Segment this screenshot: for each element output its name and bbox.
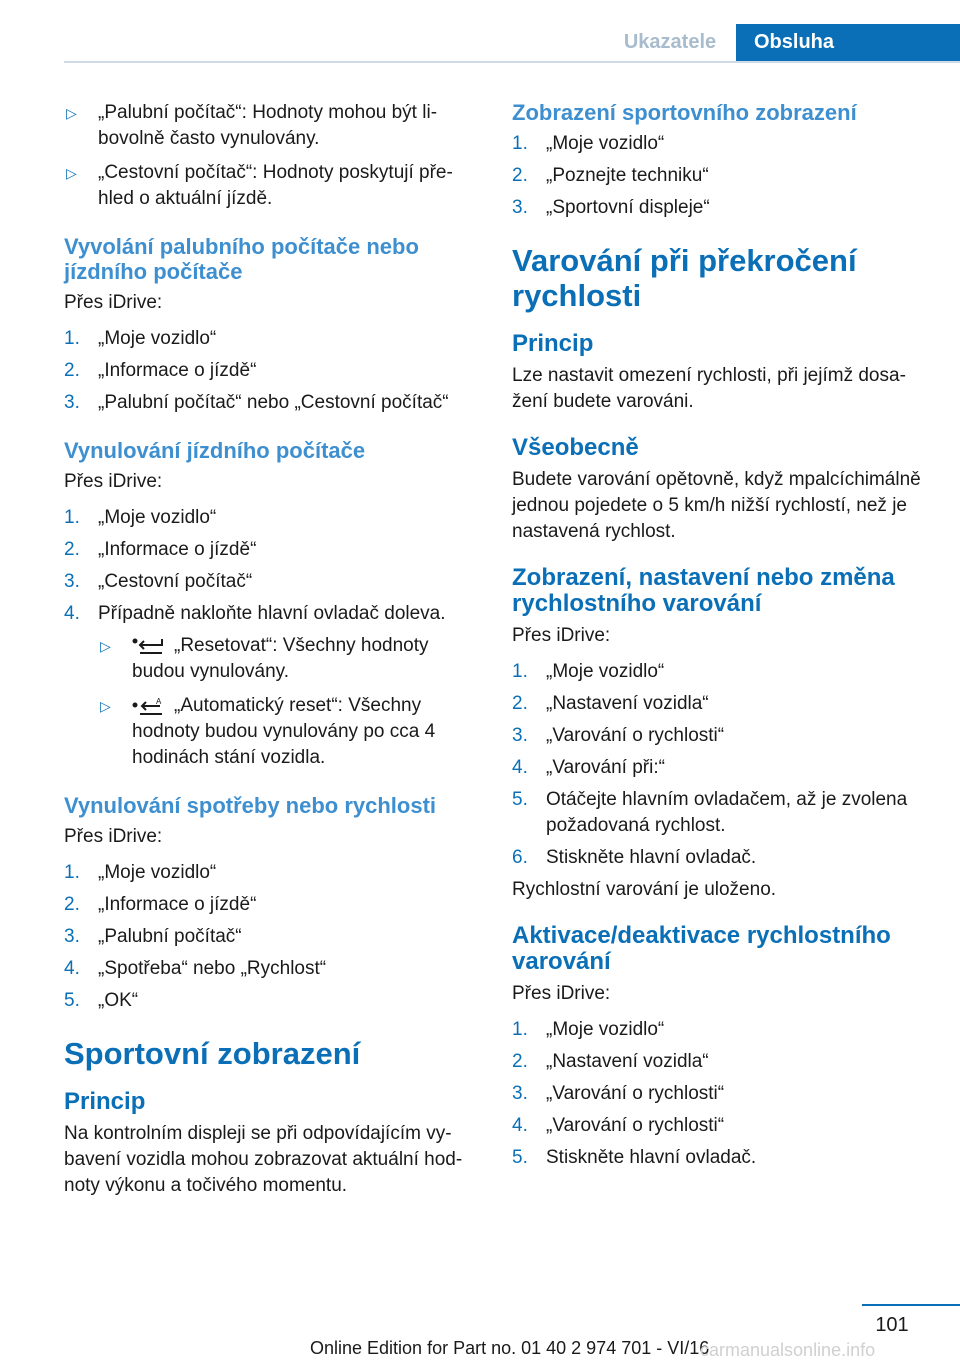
sub-bullet-item <box>64 693 476 771</box>
intro-text: Přes iDrive: <box>64 826 163 847</box>
bullet-item <box>64 100 476 152</box>
subsection-heading: Princip <box>512 330 594 357</box>
section-heading: Vynulování jízdního počítače <box>64 438 366 463</box>
step-item: 4. „Varování o rychlosti“ <box>512 1115 725 1136</box>
step-item: 2. „Informace o jízdě“ <box>64 894 257 915</box>
result-text: Rychlostní varování je uloženo. <box>512 879 777 900</box>
step-item: 1. „Moje vozidlo“ <box>64 862 217 883</box>
section-heading: Zobrazení sportovního zobrazení <box>512 100 857 125</box>
step-item: 1. „Moje vozidlo“ <box>512 133 665 154</box>
step-item: 5. Otáčejte hlavním ovladačem, až je zvolena požadovaná rychlost. <box>512 789 908 836</box>
body-text: Na kontrolním displeji se při odpovídajícím vybavení vozidla mohou zobrazovat aktuální hodnoty výkonu a točivého momentu. <box>64 1123 463 1196</box>
sub-bullet-text: „Automatický reset“: Všechny hodnoty budou vynulovány po cca 4 hodinách stání vozidla. <box>132 695 436 768</box>
triangle-bullet-icon: ▷ <box>66 165 77 181</box>
step-item: 3. „Sportovní displeje“ <box>512 197 710 218</box>
step-item: 3. „Palubní počítač“ <box>64 926 242 947</box>
step-item: 1. „Moje vozidlo“ <box>512 1019 665 1040</box>
body-text: Budete varování opětovně, když mpalcíchimálně jednou pojedete o 5 km/h nižší rychlostí, než je nastavená rychlost. <box>512 469 921 542</box>
step-item: 3. „Cestovní počítač“ <box>64 571 253 592</box>
bullet-item <box>64 160 476 212</box>
step-item: 3. „Palubní počítač“ nebo „Cestovní počítač“ <box>64 392 449 413</box>
intro-text: Přes iDrive: <box>512 983 611 1004</box>
subsection-heading: Zobrazení, nastavení nebo změna rychlostního varování <box>512 564 895 617</box>
step-item: 4. Případně nakloňte hlavní ovladač doleva. <box>64 603 446 624</box>
page-number: 101 <box>875 1314 909 1336</box>
tab-ukazatele[interactable]: Ukazatele <box>623 31 717 53</box>
chapter-title: Sportovní zobrazení <box>64 1036 361 1071</box>
subsection-heading: Aktivace/deaktivace rychlostního varování <box>512 922 891 975</box>
reset-icon <box>132 637 166 655</box>
sub-bullet-text: „Resetovat“: Všechny hodnoty budou vynulovány. <box>132 635 429 682</box>
bullet-text: „Palubní počítač“: Hodnoty mohou být libovolně často vynulovány. <box>98 102 438 149</box>
left-column <box>64 100 476 1205</box>
watermark: carmanualsonline.info <box>700 1340 876 1360</box>
header-rule <box>64 61 960 63</box>
intro-text: Přes iDrive: <box>64 292 163 313</box>
step-list <box>512 131 932 221</box>
step-item: 2. „Informace o jízdě“ <box>64 539 257 560</box>
step-item: 2. „Nastavení vozidla“ <box>512 693 709 714</box>
intro-text: Přes iDrive: <box>512 625 611 646</box>
step-item: 1. „Moje vozidlo“ <box>64 328 217 349</box>
step-list <box>64 326 476 416</box>
right-column <box>512 100 932 1177</box>
step-list <box>64 860 476 1014</box>
step-list <box>512 1017 932 1171</box>
step-item: 3. „Varování o rychlosti“ <box>512 1083 725 1104</box>
subsection-heading: Všeobecně <box>512 434 639 461</box>
step-item: 1. „Moje vozidlo“ <box>64 507 217 528</box>
edition-text: Online Edition for Part no. 01 40 2 974 701 - VI/16 <box>310 1338 710 1358</box>
bullet-text: „Cestovní počítač“: Hodnoty poskytují přehled o aktuální jízdě. <box>98 162 453 209</box>
step-item: 5. „OK“ <box>64 990 139 1011</box>
step-item: 4. „Varování při:“ <box>512 757 665 778</box>
step-item: 5. Stiskněte hlavní ovladač. <box>512 1147 757 1168</box>
section-heading: Vyvolání palubního počítače nebo jízdního počítače <box>64 234 419 284</box>
step-item: 1. „Moje vozidlo“ <box>512 661 665 682</box>
svg-text:A: A <box>156 696 162 706</box>
triangle-bullet-icon: ▷ <box>100 638 111 654</box>
step-item: 4. „Spotřeba“ nebo „Rychlost“ <box>64 958 327 979</box>
step-list <box>64 505 476 627</box>
body-text: Lze nastavit omezení rychlosti, při jejímž dosažení budete varováni. <box>512 365 906 412</box>
footer-rule <box>862 1304 960 1306</box>
triangle-bullet-icon: ▷ <box>100 698 111 714</box>
tab-obsluha[interactable]: Obsluha <box>736 24 960 61</box>
auto-reset-icon <box>132 697 166 715</box>
step-item: 6. Stiskněte hlavní ovladač. <box>512 847 757 868</box>
subsection-heading: Princip <box>64 1088 146 1115</box>
sub-bullet-item <box>64 633 476 685</box>
triangle-bullet-icon: ▷ <box>66 105 77 121</box>
step-list <box>512 659 932 871</box>
section-heading: Vynulování spotřeby nebo rychlosti <box>64 793 437 818</box>
step-item: 3. „Varování o rychlosti“ <box>512 725 725 746</box>
step-item: 2. „Informace o jízdě“ <box>64 360 257 381</box>
step-item: 2. „Nastavení vozidla“ <box>512 1051 709 1072</box>
intro-text: Přes iDrive: <box>64 471 163 492</box>
chapter-title: Varování při překročení rychlosti <box>512 243 857 313</box>
step-item: 2. „Poznejte techniku“ <box>512 165 709 186</box>
